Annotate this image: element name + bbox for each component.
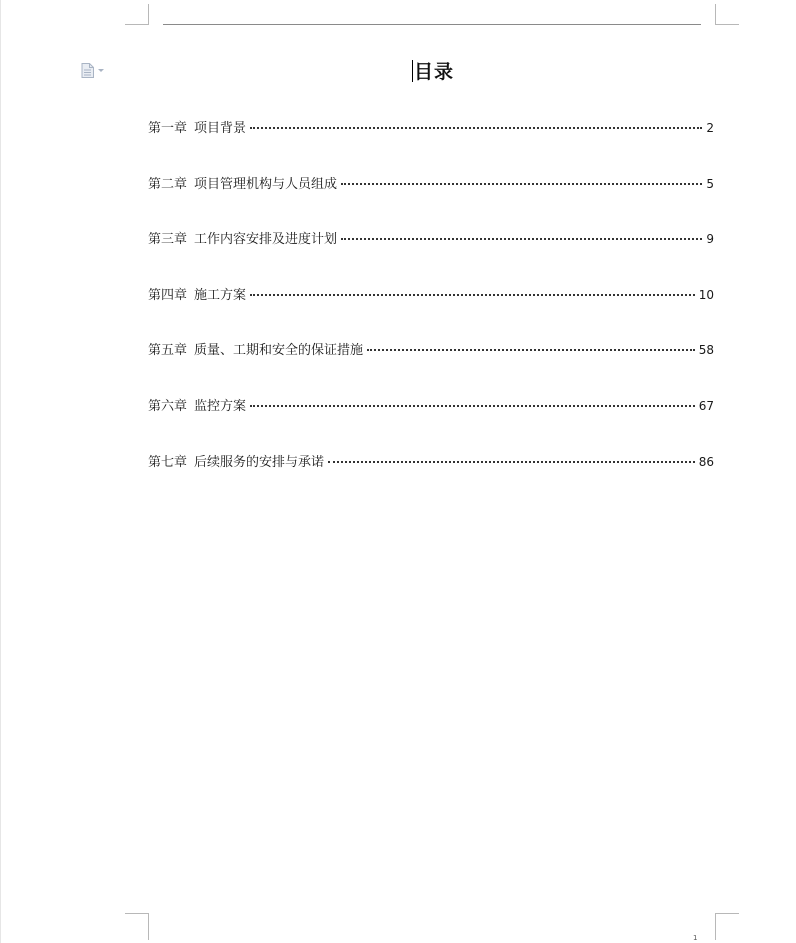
- toc-dot-leader: [367, 349, 695, 351]
- crop-mark-top-right: [715, 4, 739, 25]
- toc-title: 工作内容安排及进度计划: [194, 232, 338, 248]
- toc-chapter: 第五章: [148, 343, 188, 359]
- toc-page-number: 9: [706, 232, 714, 247]
- toc-title: 后续服务的安排与承诺: [194, 454, 325, 470]
- toc-page-number: 10: [698, 287, 714, 302]
- toc-title: 质量、工期和安全的保证措施: [194, 343, 364, 359]
- crop-mark-top-left: [125, 4, 149, 25]
- toc-chapter: 第二章: [148, 176, 188, 192]
- toc-title: 项目背景: [194, 121, 247, 136]
- toc-page-number: 86: [698, 454, 714, 469]
- toc-entry-4[interactable]: [148, 285, 714, 341]
- toc-dot-leader: [341, 183, 702, 185]
- toc-dot-leader: [250, 127, 702, 129]
- toc-list: [148, 118, 714, 507]
- toc-page-number: 58: [698, 343, 714, 358]
- toc-dot-leader: [250, 294, 695, 296]
- toc-page-number: 2: [706, 121, 714, 135]
- toc-title: 施工方案: [194, 287, 247, 303]
- header-rule: [163, 24, 701, 25]
- toc-dot-leader: [341, 238, 702, 240]
- toc-page-number: 5: [706, 176, 714, 191]
- footer-page-number: 1: [693, 934, 698, 942]
- toc-entry-7[interactable]: [148, 452, 714, 508]
- toc-chapter: 第三章: [148, 232, 188, 248]
- toc-dot-leader: [250, 405, 695, 407]
- toc-entry-2[interactable]: [148, 174, 714, 230]
- toc-entry-1[interactable]: [148, 118, 714, 174]
- toc-chapter: 第七章: [148, 454, 188, 470]
- toc-entry-5[interactable]: [148, 340, 714, 396]
- toc-entry-6[interactable]: [148, 396, 714, 452]
- toc-entry-3[interactable]: [148, 229, 714, 285]
- toc-chapter: 第六章: [148, 398, 188, 414]
- toc-title: 项目管理机构与人员组成: [194, 176, 338, 192]
- crop-mark-bottom-right: [715, 913, 739, 940]
- toc-chapter: 第四章: [148, 287, 188, 303]
- crop-mark-bottom-left: [125, 913, 149, 940]
- toc-chapter: 第一章: [148, 121, 188, 136]
- text-cursor: [412, 60, 413, 82]
- toc-dot-leader: [328, 461, 695, 463]
- toc-page-number: 67: [698, 398, 714, 413]
- page-title-text: 目录: [413, 61, 454, 83]
- page-title[interactable]: [1, 58, 796, 86]
- toc-title: 监控方案: [194, 398, 247, 414]
